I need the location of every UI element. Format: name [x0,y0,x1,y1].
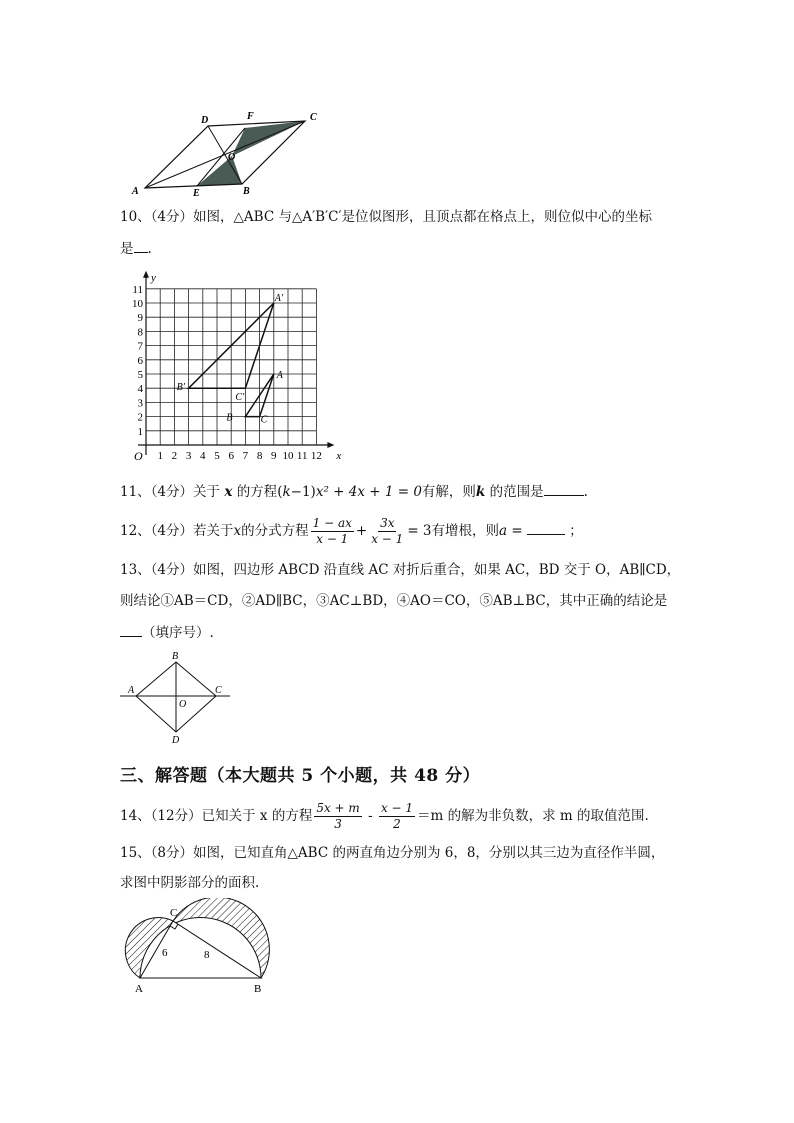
vertex-label-c: C [260,414,268,426]
question-12 [120,515,583,547]
question-number: 12、 [120,523,151,539]
question-end: ； [569,523,583,539]
vertex-label-b-prime: B′ [176,382,185,394]
y-tick-label: 9 [137,312,143,325]
label-B: B [172,651,179,662]
vertex-label-a-prime: A′ [274,293,284,304]
variable-k: k [475,484,486,500]
question-text: 求图中阴影部分的面积. [120,875,260,891]
shaded-triangle-bottom [197,156,242,186]
question-text: 关于 [193,484,221,500]
label-C: C [215,685,222,696]
x-tick-label: 4 [200,450,206,462]
y-tick-label: 4 [137,383,143,396]
x-tick-label: 6 [228,450,234,462]
parallelogram-figure [125,108,335,200]
question-text: 有增根，则 [431,523,500,539]
y-tick-label: 6 [137,354,143,367]
label-D: D [201,115,209,126]
answer-blank[interactable] [527,520,565,535]
y-tick-label: 10 [132,298,143,310]
eq-mid: −1) [290,484,316,500]
y-axis-label: y [151,271,156,284]
question-text: 如图，四边形 ABCD 沿直线 AC 对折后重合，如果 AC，BD 交于 O，AB∥CD， [193,562,681,578]
x-tick-label: 5 [214,450,220,462]
answer-blank[interactable] [134,238,148,253]
x-tick-label: 1 [157,450,163,462]
question-number: 15、 [120,845,151,861]
y-axis-arrow-icon [143,271,149,278]
minus-sign: - [368,808,373,824]
label-B: B [243,186,250,197]
question-text: 已知关于 x 的方程 [201,808,313,824]
y-tick-label: 7 [137,340,143,353]
question-text: ＝m 的解为非负数，求 m 的取值范围. [417,808,649,824]
x-tick-label: 2 [171,450,178,462]
label-B: B [254,983,262,995]
question-text: 的方程 [236,484,278,500]
fraction-denominator: 2 [393,817,401,831]
answer-blank[interactable] [120,622,142,637]
x-tick-label: 3 [185,450,192,462]
label-C: C [170,907,178,919]
question-13-line2 [120,591,667,611]
origin-label: O [134,449,143,463]
question-13-line3 [120,622,214,643]
label-A: A [135,983,143,995]
label-C: C [310,112,317,123]
label-E: E [193,188,200,199]
fraction-1 [311,516,354,547]
rhombus-figure [118,648,233,746]
question-10-line1 [120,207,652,227]
y-tick-label: 1 [137,425,143,438]
question-points: （4分） [150,562,194,578]
question-number: 13、 [120,562,151,578]
variable-x: x [233,523,242,539]
eq-rest: x² + 4x + 1 = 0 [315,484,422,500]
label-A: A [128,685,135,696]
shaded-triangle-top [232,121,305,156]
eq-paren: ( [277,484,283,500]
question-15-line1 [120,843,664,863]
y-tick-label: 5 [137,369,143,381]
fraction-denominator: x − 1 [371,532,404,546]
fraction-numerator: 3x [380,516,395,530]
plus-sign: + [355,523,368,539]
x-axis-arrow-icon [327,442,334,448]
vertex-label-c-prime: C′ [235,392,245,404]
label-6: 6 [162,947,168,959]
answer-blank[interactable] [544,481,584,496]
question-points: （4分） [150,523,194,539]
y-tick-label: 11 [132,283,143,296]
variable-a: a [499,523,508,539]
label-O: O [228,152,236,163]
question-number: 11、 [120,484,151,500]
eq-k: k [282,484,291,500]
x-tick-label: 10 [282,450,294,462]
equals-three: = 3 [407,523,432,539]
y-tick-label: 2 [137,411,143,424]
question-text: 的范围是 [489,484,544,500]
question-points: （8分） [150,845,194,861]
label-A: A [132,186,139,197]
y-tick-label: 3 [137,397,143,410]
fraction-numerator: x − 1 [380,801,414,815]
question-text-end: . [147,241,152,257]
axes [138,271,334,455]
fraction-numerator: 1 − ax [312,516,352,530]
label-O: O [179,699,187,710]
section-3-title: 三、解答题（本大题共 5 个小题，共 48 分） [120,766,481,786]
x-tick-label: 12 [310,450,322,462]
equals-sign: = [511,523,523,539]
x-tick-label: 7 [242,450,249,462]
question-text: 的分式方程 [241,523,309,539]
y-tick-label: 8 [137,326,143,339]
fraction-2 [369,516,405,547]
fraction-denominator: x − 1 [316,532,349,546]
x-tick-label: 8 [256,450,263,462]
vertex-label-b: B [226,412,233,424]
x-tick-label: 9 [271,450,277,462]
question-13-line1 [120,560,680,580]
question-number: 10、 [120,209,151,225]
variable-x: x [224,484,233,500]
question-text: 则结论①AB＝CD，②AD∥BC，③AC⊥BD，④AO＝CO，⑤AB⊥BC，其中正确的结论是 [120,593,668,609]
label-F: F [247,111,254,122]
question-text: 有解，则 [421,484,476,500]
fraction-denominator: 3 [334,817,342,831]
question-14 [120,800,649,832]
question-15-line2 [120,873,259,893]
question-10-line2 [120,238,152,259]
question-text: 如图，已知直角△ABC 的两直角边分别为 6，8，分别以其三边为直径作半圆， [193,845,665,861]
fraction-1 [314,801,361,832]
question-number: 14、 [120,808,151,824]
vertex-label-a: A [276,370,283,381]
question-text: 是 [120,241,134,257]
fraction-numerator: 5x + m [316,801,360,815]
x-axis-label: x [336,450,342,462]
question-11 [120,481,588,502]
question-points: （4分） [150,209,194,225]
label-8: 8 [204,949,210,961]
question-end: . [583,484,588,500]
coordinate-grid-figure [118,262,348,467]
question-text: （填序号）. [142,625,214,641]
x-tick-label: 11 [296,450,308,462]
semicircles-figure [118,898,278,998]
fraction-2 [379,801,415,832]
label-D: D [172,735,180,746]
question-text: 如图，△ABC 与△A′B′C′是位似图形，且顶点都在格点上，则位似中心的坐标 [193,209,653,225]
question-points: （12分） [150,808,202,824]
equation [277,484,422,500]
question-points: （4分） [150,484,194,500]
question-text: 若关于 [193,523,234,539]
